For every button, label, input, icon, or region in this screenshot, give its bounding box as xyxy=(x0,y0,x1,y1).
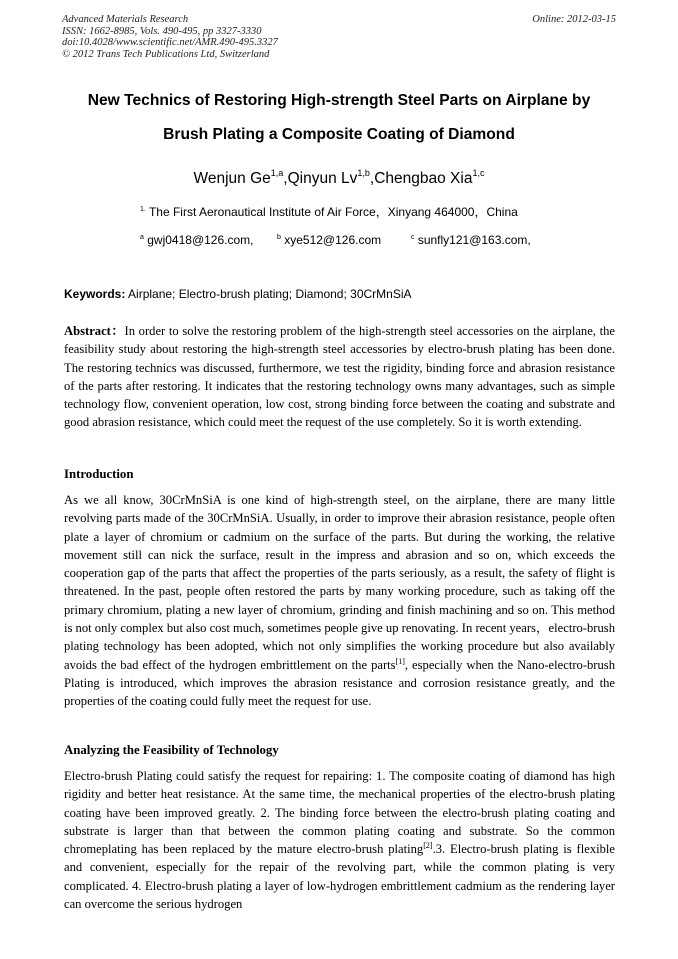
paragraph-text: , especially when the Nano-electro-brush Plating is introduced, which improves the abrasion resistance and corrosion resistance greatly, and the properties of the coating could fully meet the request for use. xyxy=(64,657,615,709)
author-name: Qinyun Lv xyxy=(287,170,358,188)
feasibility-paragraph xyxy=(64,767,615,913)
keywords-label: Keywords: xyxy=(64,287,126,301)
author-email xyxy=(140,233,253,247)
online-date: Online: 2012-03-15 xyxy=(532,14,616,25)
author-affiliation-mark: 1,b xyxy=(357,168,370,178)
citation-ref[interactable]: [1] xyxy=(395,656,405,666)
affiliation xyxy=(140,203,518,220)
copyright-line: © 2012 Trans Tech Publications Ltd, Switzerland xyxy=(62,48,270,60)
author-email xyxy=(277,233,381,247)
introduction-paragraph xyxy=(64,491,615,711)
author-name: Wenjun Ge xyxy=(193,170,271,188)
author-name: Chengbao Xia xyxy=(374,170,473,188)
author-affiliation-mark: 1,c xyxy=(472,168,485,178)
affiliation-text: The First Aeronautical Institute of Air Force，Xinyang 464000，China xyxy=(145,205,518,219)
section-heading-introduction: Introduction xyxy=(64,467,134,481)
citation-ref[interactable]: [2] xyxy=(423,841,433,850)
paragraph-text: As we all know, 30CrMnSiA is one kind of high-strength steel, on the airplane, there are many little revolving parts made of the 30CrMnSiA. Usually, in order to improve their abrasion resistance, people often plate a layer of chromium or cadmium on the surface of the parts. But during the working, the relative movement still can nick the surface, result in the impress and abrasion and so on, which exceeds the cooperation gap of the parts that affect the properties of the parts seriously, as a result, the safety of flight is threatened. In the past, people often restored the parts by many working procedure, such as taking off the primary chromium, plating a new layer of chromium, grinding and finish machining and so on. This method is not only complex but also cost much, sometimes people give up renovating. In recent years，electro-brush plating technology has been adopted, which not only simplifies the working procedure but also availably avoids the bad effect of the hydrogen embrittlement on the parts xyxy=(64,493,615,672)
email-text: gwj0418@126.com, xyxy=(143,233,254,247)
email-mark: b xyxy=(277,234,281,241)
paragraph-text: .3. Electro-brush plating is flexible and convenient, especially for the repair of the revolving part, while the common plating is very complicated. 4. Electro-brush plating a layer of low-hydrogen embrittlement cadmium as the rendering layer can overcome the serious hydrogen xyxy=(64,842,615,912)
journal-name: Advanced Materials Research xyxy=(62,14,189,25)
author-affiliation-mark: 1,a xyxy=(270,168,284,178)
email-mark: c xyxy=(411,234,415,241)
abstract-text: In order to solve the restoring problem of the high-strength steel accessories on the airplane, the feasibility study about restoring the high-strength steel accessories by electro-brush plating has been done. The restoring technics was discussed, furthermore, we test the rigidity, binding force and abrasion resistance of the parts after restoring. It indicates that the restoring technology owns many advantages, such as simple technology flow, convenient operation, low cost, strong binding force between the coating and substrate and good abrasion resistance, which could meet the request of the use completely. So it is worth extending. xyxy=(64,324,615,430)
abstract-label: Abstract： xyxy=(64,324,125,338)
journal-header xyxy=(62,14,616,60)
keywords-text: Airplane; Electro-brush plating; Diamond; 30CrMnSiA xyxy=(125,287,412,301)
email-text: xye512@126.com xyxy=(280,233,382,247)
affiliation-mark: 1. xyxy=(140,206,146,213)
email-mark: a xyxy=(140,234,144,241)
email-text: sunfly121@163.com, xyxy=(414,233,531,247)
paper-title-line-1: New Technics of Restoring High-strength Steel Parts on Airplane by xyxy=(87,92,591,109)
keywords-line xyxy=(64,287,616,301)
paragraph-text: Electro-brush Plating could satisfy the request for repairing: 1. The composite coating of diamond has high rigidity and better heat resistance. At the same time, the mechanical properties of the electro-brush plating coating have been improved greatly. 2. The binding force between the electro-brush plating coating and substrate is larger than that between the common plating coating and substrate. So the common chromeplating has been replaced by the mature electro-brush plating xyxy=(64,769,615,857)
author-separator: , xyxy=(283,170,288,188)
author-email xyxy=(411,233,531,247)
doi-line: doi:10.4028/www.scientific.net/AMR.490-495.3327 xyxy=(62,37,278,49)
issn-line: ISSN: 1662-8985, Vols. 490-495, pp 3327-3330 xyxy=(62,25,262,37)
paper-title-line-2: Brush Plating a Composite Coating of Diamond xyxy=(163,126,515,143)
abstract-paragraph xyxy=(64,322,615,432)
author-separator: , xyxy=(369,170,375,188)
author-list xyxy=(0,169,678,188)
section-heading-feasibility: Analyzing the Feasibility of Technology xyxy=(64,743,279,757)
